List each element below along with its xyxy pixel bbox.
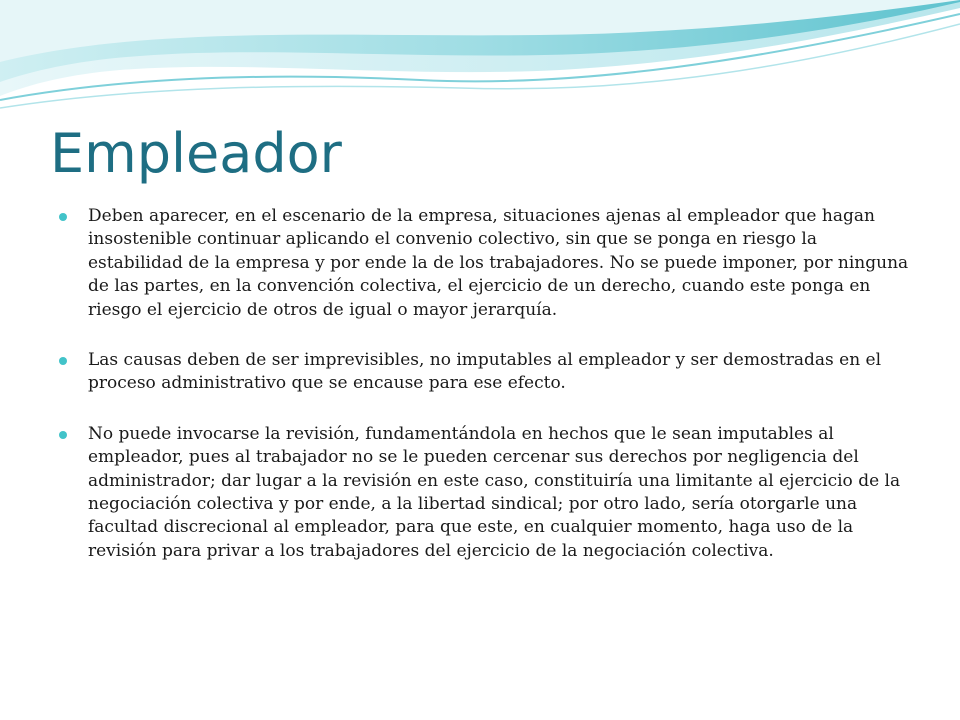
bullet-item bbox=[62, 349, 914, 396]
bullet-item bbox=[62, 205, 914, 322]
slide-title: Empleador bbox=[50, 122, 342, 185]
header-wave-decoration bbox=[0, 0, 960, 120]
bullet-dot-icon bbox=[59, 213, 67, 221]
bullet-dot-icon bbox=[59, 357, 67, 365]
bullet-text: Deben aparecer, en el escenario de la empresa, situaciones ajenas al empleador que hagan insostenible continuar aplicando el convenio colectivo, sin que se ponga en riesgo la estabilidad de la empresa y por ende la de los trabajadores. No se puede imponer, por ninguna de las partes, en la convención colectiva, el ejercicio de un derecho, cuando este ponga en riesgo el ejercicio de otros de igual o mayor jerarquía. bbox=[88, 206, 909, 320]
bullet-list bbox=[62, 205, 914, 590]
bullet-dot-icon bbox=[59, 431, 67, 439]
bullet-item bbox=[62, 423, 914, 563]
bullet-text: Las causas deben de ser imprevisibles, no imputables al empleador y ser demostradas en el proceso administrativo que se encause para ese efecto. bbox=[88, 350, 882, 394]
bullet-text: No puede invocarse la revisión, fundamentándola en hechos que le sean imputables al empleador, pues al trabajador no se le pueden cercenar sus derechos por negligencia del administrador; dar lugar a la revisión en este caso, constituiría una limitante al ejercicio de la negociación colectiva y por ende, a la libertad sindical; por otro lado, sería otorgarle una facultad discrecional al empleador, para que este, en cualquier momento, haga uso de la revisión para privar a los trabajadores del ejercicio de la negociación colectiva. bbox=[88, 423, 901, 561]
